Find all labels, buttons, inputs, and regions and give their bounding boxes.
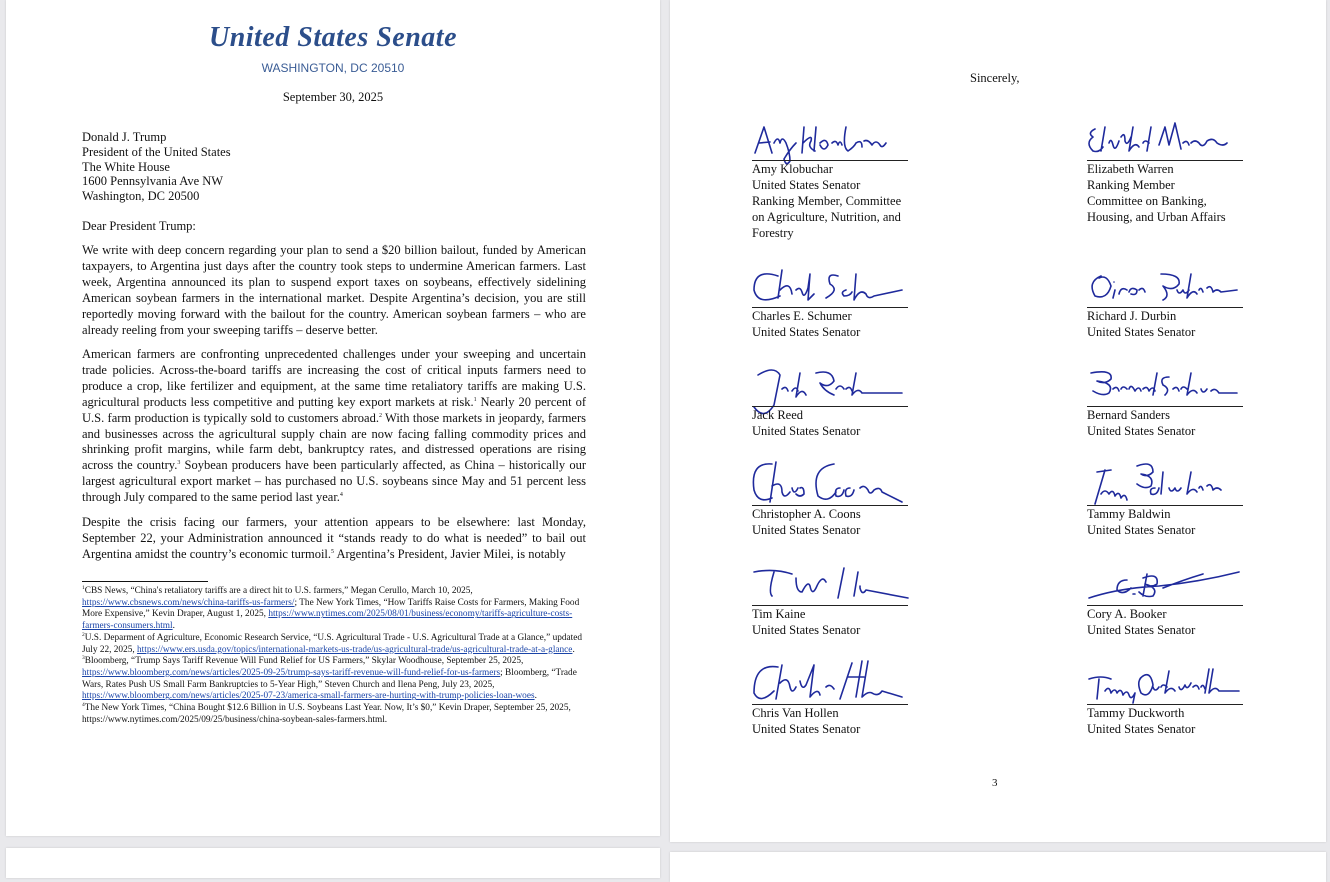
signature-baldwin: [1087, 458, 1245, 506]
signer-name: Tammy Baldwin: [1087, 507, 1171, 521]
signature-booker: [1087, 558, 1245, 606]
signer-name: Tim Kaine: [752, 607, 806, 621]
signer-extra: Forestry: [752, 226, 794, 240]
page-number: 3: [992, 777, 998, 789]
footnote-divider: [82, 581, 208, 582]
signer-extra: Housing, and Urban Affairs: [1087, 210, 1226, 224]
address-line: Donald J. Trump: [82, 130, 167, 144]
signer-name: Richard J. Durbin: [1087, 309, 1177, 323]
footnote-mark: 4: [339, 492, 343, 498]
letterhead-title: United States Senate: [208, 22, 457, 53]
footnote-mark: 2: [378, 412, 382, 419]
signer-extra: Committee on Banking,: [1087, 194, 1207, 208]
signer-details: [752, 407, 860, 439]
footnote: $^1$CBS News, “China's retaliatory tariffs are a direct hit to U.S. farmers,” Megan Cerullo, March 10, 2025, https://www.cbsnews.com/news/china-tariffs-us-farmers/; The New York Times, “How Tariffs Raise Costs for Farmers, Making Food More Expensive,” Kevin Draper, August 1, 2025, https://www.nytimes.com/2025/08/01/business/economy/tariffs-agriculture-costs-farmers-consumers.html.: [82, 584, 580, 632]
body-paragraph: American farmers are confronting unprecedented challenges under your sweeping and uncertain trade policies. Across-the-board tariffs are increasing the cost of critical inputs farmers need to produce a crop, like fertilizer and equipment, at the same time retaliatory tariffs are making U.S. agricultural products less competitive and putting key export markets at risk.$^1$ Nearly 20 percent of U.S. farm production is typically sold to customers abroad.$^2$ With those markets in jeopardy, farmers and businesses across the agricultural supply chain are now facing falling commodity prices and shrinking profit margins, while farm debt, bankruptcy rates, and distressed operations are rising across the country.$^3$ Soybean producers have been particularly affected, as China – historically our largest agricultural export market – has purchased no U.S. soybeans since May and 51 percent less through July compared to the same period last year.$^4$: [82, 347, 586, 505]
address-line: Washington, DC 20500: [82, 189, 200, 204]
signer-details: [1087, 308, 1195, 340]
footnote-link[interactable]: https://www.nytimes.com/2025/08/01/business/economy/tariffs-agriculture-costs-farmers-consumers.html: [82, 609, 573, 632]
signer-details: [752, 506, 861, 538]
footnote-link[interactable]: https://www.bloomberg.com/news/articles/2025-07-23/america-small-farmers-are-hurting-with-trump-policies-loan-woes: [82, 691, 535, 702]
address-line: The White House: [82, 159, 170, 174]
signer-title: United States Senator: [752, 523, 861, 537]
signer-name: Charles E. Schumer: [752, 309, 852, 323]
signer-title: United States Senator: [1087, 722, 1196, 736]
signer-name: Chris Van Hollen: [752, 706, 839, 720]
body-paragraph: Despite the crisis facing our farmers, your attention appears to be elsewhere: last Monday, September 22, your Administration announced it “stands ready to do what is needed” to bail out Argentina amidst the country’s economic turmoil.$^5$ Argentina’s President, Javier Milei, is notably: [82, 515, 586, 561]
footnote: $^2$U.S. Deparment of Agriculture, Economic Research Service, “U.S. Agricultural Trade - U.S. Agricultural Trade at a Glance,” updated July 22, 2025, https://www.ers.usda.gov/topics/international-markets-us-trade/us-agricultural-trade/us-agricultural-trade-at-a-glance.: [82, 631, 583, 655]
signer-title: United States Senator: [752, 178, 861, 192]
address-line: President of the United States: [82, 144, 231, 159]
letter-date: September 30, 2025: [282, 90, 384, 104]
signer-details: [752, 308, 860, 340]
signer-title: United States Senator: [752, 325, 861, 339]
footnotes: [82, 586, 582, 726]
footnote-link[interactable]: https://www.cbsnews.com/news/china-tariffs-us-farmers/: [82, 597, 295, 608]
signer-name: Christopher A. Coons: [752, 507, 861, 521]
footnote-link[interactable]: https://www.ers.usda.gov/topics/international-markets-us-trade/us-agricultural-trade/us-agricultural-trade-at-a-glance: [137, 644, 573, 655]
signer-title: United States Senator: [1087, 523, 1196, 537]
signature-reed: [752, 359, 910, 407]
recipient-address: [82, 130, 231, 204]
signature-duckworth: [1087, 657, 1245, 705]
signer-title: United States Senator: [1087, 623, 1196, 637]
signer-name: Tammy Duckworth: [1087, 706, 1185, 720]
signature-warren: [1087, 113, 1245, 161]
signer-name: Amy Klobuchar: [752, 162, 833, 176]
signer-title: United States Senator: [1087, 424, 1196, 438]
footnote-mark: 3: [177, 460, 181, 467]
signer-details: [1087, 407, 1195, 439]
footnote-mark: 5: [331, 548, 335, 555]
signer-title: Ranking Member: [1087, 178, 1175, 192]
signer-details: [1087, 606, 1195, 638]
footnote-mark: 1: [473, 396, 477, 403]
signer-title: United States Senator: [752, 623, 861, 637]
letter-page-1: [6, 0, 660, 836]
footnote-link[interactable]: https://www.bloomberg.com/news/articles/2025-09-25/trump-says-tariff-revenue-will-fund-relief-for-us-farmers: [82, 667, 501, 678]
letterhead-subtitle: WASHINGTON, DC 20510: [261, 61, 405, 75]
next-page-left: [6, 848, 660, 878]
body-paragraph: We write with deep concern regarding your plan to send a $20 billion bailout, funded by American taxpayers, to Argentina just days after the country took steps to undermine American farmers. Last week, Argentina announced its plan to suspend export taxes on soybeans, effectively sidelining American soybean farmers in the international market. Despite Argentina’s decision, you are still reportedly moving forward with the bailout for the country. American soybean farmers – who are already reeling from your sweeping tariffs – deserve better.: [82, 243, 586, 337]
signer-extra: Ranking Member, Committee: [752, 194, 902, 208]
signer-details: [752, 161, 901, 241]
signer-extra: on Agriculture, Nutrition, and: [752, 210, 901, 224]
signer-title: United States Senator: [752, 722, 861, 736]
next-page-right: [670, 852, 1326, 882]
salutation: Dear President Trump:: [82, 219, 196, 233]
signature-sanders: [1087, 359, 1245, 407]
signature-kaine: [752, 558, 910, 606]
signer-name: Elizabeth Warren: [1087, 162, 1174, 176]
signature-schumer: [752, 260, 910, 308]
signer-name: Jack Reed: [752, 408, 804, 422]
signer-details: [1087, 161, 1226, 225]
signature-coons: [752, 458, 910, 506]
signature-klobuchar: [752, 113, 910, 161]
signer-title: United States Senator: [1087, 325, 1196, 339]
signature-van-hollen: [752, 657, 910, 705]
address-line: 1600 Pennsylvania Ave NW: [82, 174, 224, 189]
closing: Sincerely,: [970, 71, 1020, 85]
footnote: $^4$The New York Times, “China Bought $12.6 Billion in U.S. Soybeans Last Year. Now, It’s $0,” Kevin Draper, September 25, 2025, https://www.nytimes.com/2025/09/25/business/china-soybean-sales-farmers.html.: [82, 701, 571, 725]
signer-title: United States Senator: [752, 424, 861, 438]
signer-details: [752, 705, 860, 737]
signer-details: [752, 606, 860, 638]
signer-details: [1087, 506, 1195, 538]
signer-name: Cory A. Booker: [1087, 607, 1167, 621]
signer-details: [1087, 705, 1195, 737]
signature-durbin: [1087, 260, 1245, 308]
footnote: $^3$Bloomberg, “Trump Says Tariff Revenue Will Fund Relief for US Farmers,” Skylar Woodhouse, September 25, 2025, https://www.bloomberg.com/news/articles/2025-09-25/trump-says-tariff-revenue-will-fund-relief-for-us-farmers; Bloomberg, “Trade Wars, Rates Push US Small Farm Bankruptcies to 5-Year High,” Steven Church and Ilena Peng, July 23, 2025, https://www.bloomberg.com/news/articles/2025-07-23/america-small-farmers-are-hurting-with-trump-policies-loan-woes.: [82, 655, 577, 702]
signer-name: Bernard Sanders: [1087, 408, 1170, 422]
letter-page-3: [670, 0, 1326, 842]
